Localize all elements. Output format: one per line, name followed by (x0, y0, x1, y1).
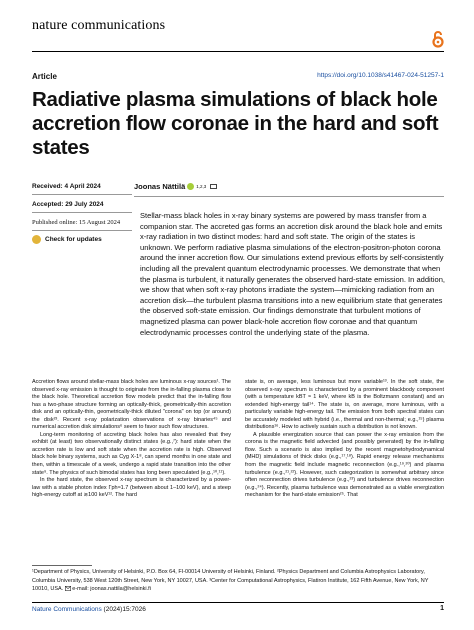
published-date: Published online: 15 August 2024 (32, 217, 132, 231)
right-column (245, 379, 444, 500)
accepted-date: Accepted: 29 July 2024 (32, 199, 132, 213)
author-rule (134, 196, 444, 197)
orcid-icon[interactable] (187, 183, 194, 190)
author-affiliation-markers: 1,2,3 (196, 184, 207, 189)
paragraph: A plausible energization source that can power the x-ray emission from the corona is the magnetic field advected (and possibly generated) by the in-falling flow. Such a scenario is also implied by the recent magnetohydrodynamical (MHD) simulations of thick disks (e.g.,¹⁷,¹⁸). Rapid energy release mechanisms from the magnetic field include magnetic reconnection (e.g.,¹⁹,²⁰) and plasma turbulence (e.g.,²¹,²²). However, such categorization is somewhat arbitrary since often reconnection drives turbulence (e.g.,²³) and turbulence drives reconnection (e.g.,²⁴). Recently, plasma turbulence was demonstrated as a viable energization mechanism for the hard-state emission²⁵. That (245, 431, 444, 499)
received-date: Received: 4 April 2024 (32, 181, 132, 195)
article-title: Radiative plasma simulations of black hole accretion flow coronae in the hard and soft states (32, 88, 439, 159)
affiliation-text: ¹Department of Physics, University of Helsinki, P.O. Box 64, FI-00014 University of Helsinki, Finland. ²Physics Department and Columbia Astrophysics Laboratory, Columbia University, 538 West 120th Street, New York, NY 10027, USA. ³Center for Computational Astrophysics, Flatiron Institute, 162 Fifth Avenue, New York, NY 10010, USA. (32, 569, 429, 593)
author-line (134, 182, 217, 191)
paragraph: state is, on average, less luminous but more variable¹³. In the soft state, the observed x-ray spectrum is characterized by a prominent blackbody component (with a temperature kBT ≈ 1 keV, where kB is the Boltzmann constant) and an extended high-energy tail¹⁴. The state is, on average, more luminous, with a particularly variable high-energy tail. The emission from both spectral states can be accurately modeled with hybrid (i.e., thermal and non-thermal; e.g.,¹⁵) plasma distributions¹⁶. How to actively sustain such a distribution is not known. (245, 379, 444, 431)
author-name[interactable]: Joonas Nättilä (134, 182, 186, 191)
check-updates-icon (32, 235, 41, 244)
paragraph: Long-term monitoring of accreting black holes has also revealed that they exhibit (at least) two observationally distinct states (e.g.,⁷): hard state when the accretion rate is low and soft state when the accretion rate is high. Observed black hole binary systems, such as Cyg X-1⁸, can spend months in one state and then, within a timescale of a week, undergo a rapid state transition into the other state⁹. The physics of such bimodal states has long been speculated (e.g.,¹⁰,¹¹). (32, 431, 231, 476)
paragraph: Accretion flows around stellar-mass black holes are luminous x-ray sources¹. The observed x-ray emission is thought to originate from the in-falling plasma close to the black hole. Theoretical accretion flow models predict that the in-falling flow has a two-phase structure forming an optically-thick, geometrically-thin accretion disk and an optically-thin, geometrically-thick diluted "corona" on top (or around) the disk²³. Recent x-ray polarization observations of x-ray binaries⁴⁵ and numerical accretion disk simulations⁶ seem to favor such flow structures. (32, 379, 231, 431)
author-email[interactable]: joonas.nattila@helsinki.fi (90, 586, 151, 593)
doi-link[interactable]: https://doi.org/10.1038/s41467-024-51257-1 (317, 72, 444, 79)
publication-dates (32, 181, 132, 244)
footer-rule (32, 602, 444, 603)
footer-journal-link[interactable]: Nature Communications (32, 606, 102, 613)
body-text (32, 379, 444, 500)
email-label: e-mail: (72, 586, 89, 593)
article-type: Article (32, 72, 57, 81)
email-line (65, 586, 151, 592)
check-for-updates-button[interactable] (32, 235, 132, 244)
abstract: Stellar-mass black holes in x-ray binary systems are powered by mass transfer from a companion star. The accreted gas forms an accretion disk around the black hole and emits x-ray radiation in two distinct modes: hard and soft state. The origin of the states is unknown. We perform radiative plasma simulations of the electron-positron-photon corona around the inner accretion flow. Our simulations extend previous efforts by self-consistently including all the prevalent quantum electrodynamic processes. We demonstrate that when the plasma is turbulent, it naturally generates the observed hard-state emission. In addition, we show that when soft x-ray photons irradiate the system—mimicking radiation from an accretion disk—the turbulent plasma transitions into a new equilibrium state that generates the observed soft-state emission. Our findings demonstrate that turbulent motions of magnetized plasma can power black-hole accretion flow coronae and that quantum electrodynamic processes control the underlying state of the plasma. (140, 211, 445, 337)
footer-citation (32, 606, 146, 613)
footnote-rule (32, 565, 92, 566)
left-column (32, 379, 231, 500)
paragraph: In the hard state, the observed x-ray spectrum is characterized by a power-law with a stable photon index Γph≈1.7 (between about 1–100 keV), and a steep high-energy cutoff at ≳100 keV¹². The hard (32, 477, 231, 499)
open-access-icon (431, 30, 445, 48)
check-updates-label: Check for updates (45, 236, 102, 243)
header-rule (32, 51, 444, 52)
envelope-icon (65, 586, 71, 591)
journal-name: nature communications (32, 18, 166, 33)
email-icon[interactable] (210, 184, 217, 189)
page-number: 1 (440, 605, 444, 612)
footer-volume: (2024)15:7026 (103, 606, 146, 613)
affiliations (32, 568, 444, 594)
